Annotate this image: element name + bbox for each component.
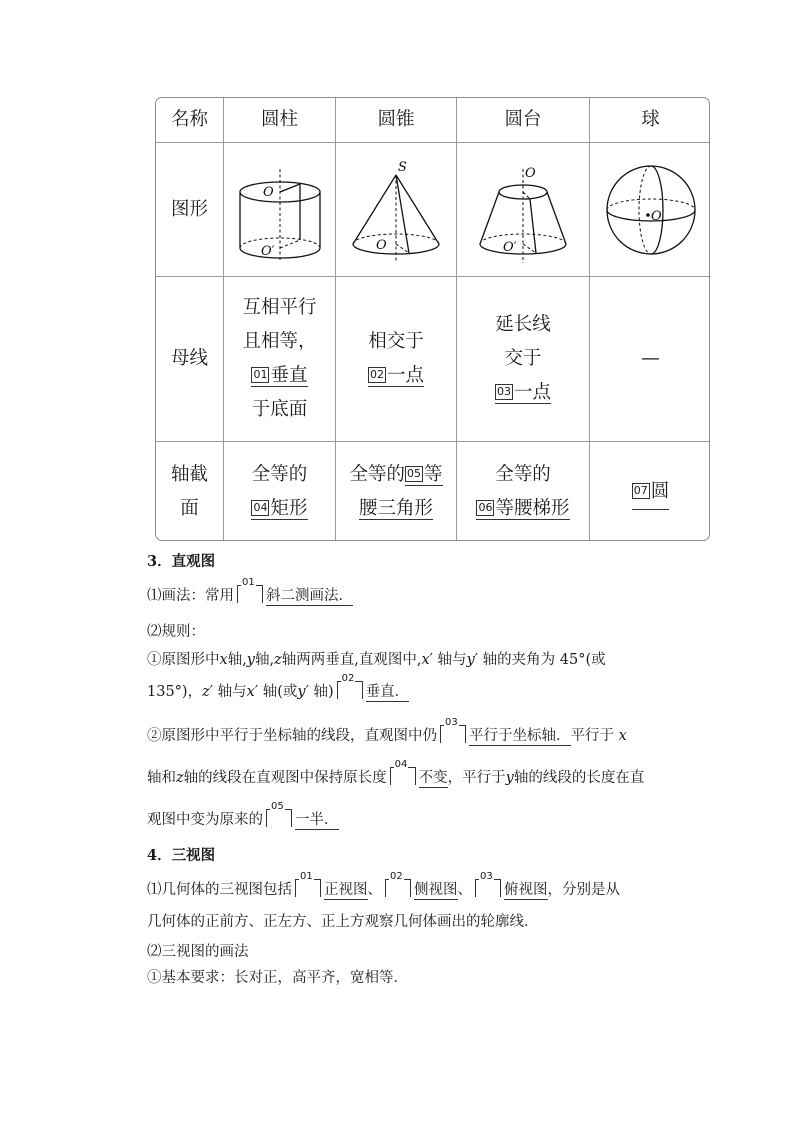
table-row-figure (156, 142, 709, 276)
s3-num-02: 02 (341, 673, 355, 684)
r5pre: 观图中变为原来的 (147, 812, 263, 828)
header-name: 名称 (170, 109, 208, 130)
cylinder-figure-cell (223, 143, 335, 276)
s4-line4: ①基本要求：长对正，高平齐，宽相等． (147, 970, 408, 986)
table-row-axial-section (156, 441, 709, 541)
r2b: ′ 轴与 (209, 684, 247, 700)
s4-num-02: 02 (390, 871, 403, 882)
solids-table (155, 97, 710, 541)
section4-title: 4．三视图 (147, 847, 216, 864)
s4-sep2: 、 (457, 882, 472, 898)
r4b: 轴的线段在直观图中保持原长度 (183, 770, 387, 786)
frustum-axial-answer: 等腰梯形 (495, 498, 570, 519)
cyl-axial-pre: 全等的 (251, 464, 308, 485)
row-label-figure: 图形 (170, 198, 208, 220)
s4-pre: ⑴几何体的三视图包括 (147, 882, 292, 898)
var-x3: x (246, 684, 255, 700)
r2d: ′ 轴) (305, 684, 334, 700)
axial-label-line2: 面 (180, 498, 199, 519)
cyl-gen-tail: 于底面 (251, 399, 308, 420)
s4-num-03: 03 (480, 871, 493, 882)
axial-label-line1: 轴截 (170, 464, 208, 485)
frustum-gen-line1: 延长线 (495, 314, 551, 335)
r4a: 轴和 (147, 770, 176, 786)
cylinder-figure (230, 155, 330, 265)
r2c: ′ 轴(或 (254, 684, 298, 700)
cone-axial-answer1: 等 (424, 464, 443, 485)
cone-axial-answer2: 腰三角形 (358, 498, 433, 519)
blank-number-06: 06 (478, 501, 493, 514)
blank-number-s4-03 (475, 871, 501, 897)
s3-rules-title: ⑵规则： (147, 624, 205, 640)
s3-rule2-line2 (147, 759, 645, 787)
cone-generatrix (335, 277, 456, 441)
var-x2: x (421, 652, 430, 668)
s4-answer-front: 正视图 (324, 882, 368, 898)
cone-axial (335, 442, 456, 541)
cone-base-label: O (376, 237, 387, 253)
s3-rule2-answer: 平行于坐标轴． (469, 728, 571, 744)
table-row-generatrix (156, 276, 709, 441)
cylinder-axial (223, 442, 335, 541)
frustum-gen-answer: 一点 (513, 382, 551, 403)
header-frustum: 圆台 (456, 98, 589, 142)
s3-rule1-line2 (147, 673, 410, 701)
cyl-gen-line2: 且相等， (242, 331, 317, 352)
s3-method-pre: ⑴画法：常用 (147, 588, 234, 604)
blank-number-01: 01 (253, 368, 268, 381)
r4c: ，平行于 (447, 770, 506, 786)
var-z: z (274, 652, 282, 668)
cone-axial-pre: 全等的 (349, 464, 405, 485)
r1d: 轴两两垂直,直观图中, (281, 652, 422, 668)
var-y3: y (297, 684, 306, 700)
frustum-figure-cell (456, 143, 589, 276)
s4-line2: 几何体的正前方、正左方、正上方观察几何体画出的轮廓线． (147, 914, 539, 930)
r3pre: ②原图形中平行于坐标轴的线段，直观图中仍 (147, 728, 437, 744)
row-label-axial-section (156, 442, 223, 541)
var-x: x (219, 652, 228, 668)
s3-rule2-answer2: 不变 (418, 770, 448, 786)
var-x4: x (618, 728, 627, 744)
s3-rule1-line1: ①原图形中x轴,y轴,z轴两两垂直,直观图中,x′ 轴与y′ 轴的夹角为 45°(或 (147, 652, 606, 668)
var-y2: y (466, 652, 475, 668)
cone-figure (346, 155, 446, 265)
sphere-figure (601, 160, 701, 260)
s3-rule1-answer: 垂直． (365, 684, 410, 700)
r1b: 轴 (227, 652, 243, 668)
cone-figure-cell (335, 143, 456, 276)
s4-line3: ⑵三视图的画法 (147, 944, 249, 960)
sphere-center-label: O (650, 208, 662, 224)
blank-number-03: 03 (496, 385, 511, 398)
blank-number-s4-01 (295, 871, 321, 897)
sphere-axial-answer: 圆 (650, 480, 670, 502)
frustum-figure (473, 155, 573, 265)
frustum-axial-pre: 全等的 (495, 464, 551, 485)
blank-number-s3-03 (440, 717, 466, 743)
s4-answer-side: 侧视图 (414, 882, 458, 898)
s3-num-04: 04 (394, 759, 408, 770)
r1e: ′ 轴与 (429, 652, 467, 668)
s3-method-answer: 斜二测画法． (266, 588, 353, 604)
row-label-generatrix: 母线 (170, 348, 208, 369)
r4d: 轴的线段的长度在直 (513, 770, 645, 786)
blank-number-s3-02 (337, 673, 363, 699)
cyl-top-label: O (262, 184, 274, 200)
frustum-gen-line2: 交于 (504, 348, 542, 369)
r1f: ′ 轴的夹角为 45°(或 (474, 652, 606, 668)
var-y4: y (505, 770, 514, 786)
sphere-generatrix (589, 277, 710, 441)
frustum-top-label: O (525, 165, 536, 181)
header-cone: 圆锥 (335, 98, 456, 142)
section3-title: 3．直观图 (147, 553, 216, 570)
frustum-axial (456, 442, 589, 541)
s3-rule2-answer3: 一半． (295, 812, 339, 828)
blank-number-s3-01 (237, 577, 263, 603)
r1c: 轴 (255, 652, 270, 668)
cyl-gen-line1: 互相平行 (242, 297, 317, 318)
s3-rule2-line1 (147, 717, 627, 745)
blank-number-s3-05 (266, 801, 292, 827)
r2a: 135°)， (147, 684, 203, 700)
blank-number-s4-02 (385, 871, 411, 897)
header-sphere: 球 (589, 98, 710, 142)
cyl-bottom-label: O′ (260, 243, 275, 259)
s4-num-01: 01 (300, 871, 313, 882)
cyl-axial-answer: 矩形 (270, 498, 308, 519)
blank-number-07: 07 (633, 483, 648, 497)
s3-num-05: 05 (271, 801, 284, 812)
s3-num-03: 03 (445, 717, 458, 728)
cone-gen-line1: 相交于 (368, 331, 424, 352)
header-cylinder: 圆柱 (223, 98, 335, 142)
s3-num-01: 01 (242, 577, 255, 588)
s4-post: ，分别是从 (547, 882, 620, 898)
table-header-row (156, 98, 709, 142)
cone-apex-label: S (398, 159, 407, 175)
frustum-bottom-label: O′ (503, 239, 517, 255)
s3-rule2-line3 (147, 801, 339, 829)
cone-gen-answer: 一点 (386, 365, 424, 386)
blank-number-05: 05 (407, 467, 421, 480)
s4-sep1: 、 (367, 882, 382, 898)
var-z2: z (202, 684, 210, 700)
blank-number-02: 02 (369, 368, 384, 381)
s4-line1 (147, 871, 620, 899)
frustum-generatrix (456, 277, 589, 441)
sphere-figure-cell (589, 143, 710, 276)
cyl-gen-answer: 垂直 (270, 365, 308, 386)
var-z3: z (176, 770, 184, 786)
blank-number-s3-04 (390, 759, 416, 785)
var-y: y (246, 652, 255, 668)
blank-number-04: 04 (253, 501, 268, 514)
r1a: ①原图形中 (147, 652, 220, 668)
s4-answer-top: 俯视图 (504, 882, 548, 898)
cylinder-generatrix (223, 277, 335, 441)
sphere-axial (589, 442, 710, 541)
s3-method-line (147, 577, 353, 605)
r3post: 平行于 (570, 728, 614, 744)
sphere-gen-dash: — (641, 348, 660, 369)
